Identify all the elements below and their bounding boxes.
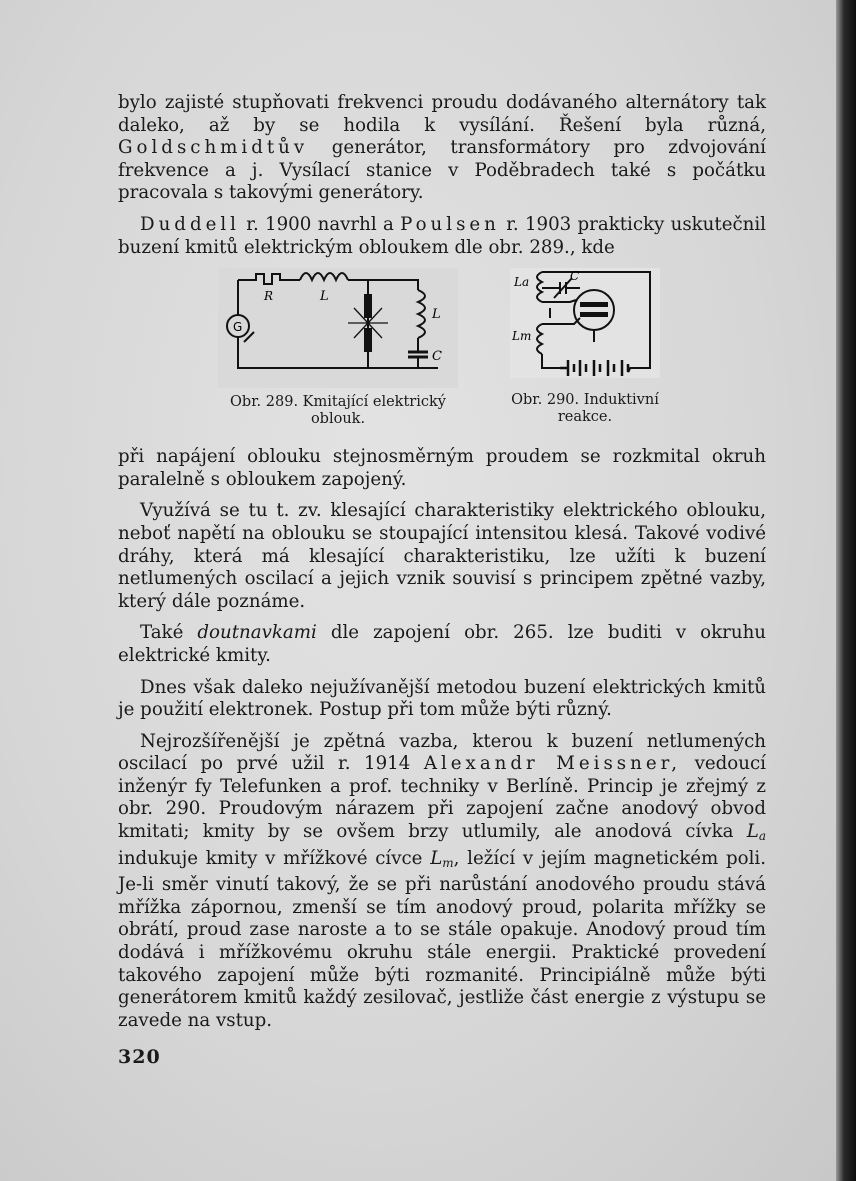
p7-d: , ležící v jejím magnetickém poli. Je-li směr vinutí takový, že se při narůstání anodového proudu stává mřížka zápornou, zmenší se tím anodový proud, polarita mřížky se obrátí, proud zase naroste a to se stále opakuje. Anodový proud tím dodává i mřížkovému okruhu stále energii. Praktické provedení takového zapojení může býti rozmanité. Principiálně může býti generátorem kmitů každý zesilovač, jestliže část energie z výstupu se zavede na vstup. [118, 847, 766, 1031]
page-number: 320 [118, 1046, 161, 1068]
label-la: La [514, 275, 530, 290]
label-c-290: C [570, 269, 580, 284]
p1-rest: generátor, transformátory pro zdvojování frekvence a j. Vysílací stanice v Poděbradech také s počátku pracovala s takovými generátory. [118, 137, 766, 204]
p2-mid: r. 1900 navrhl a [246, 213, 394, 235]
arc-oscillator-diagram [218, 268, 458, 388]
label-r: R [264, 289, 274, 304]
paragraph-3: při napájení oblouku stejnosměrným proudem se rozkmital okruh paralelně s obloukem zapojený. [118, 446, 766, 490]
figure-290 [510, 268, 660, 426]
paragraph-1 [118, 92, 766, 205]
name-duddell: Duddell [140, 213, 240, 235]
paragraph-6: Dnes však daleko nejužívanější metodou buzení elektrických kmitů je použití elektronek. Postup při tom může býti různý. [118, 676, 766, 721]
p7-b: vedoucí inženýr fy Telefunken a prof. techniky v Berlíně. Princip je zřejmý z obr. 290. Proudovým nárazem při zapojení začne anodový obvod kmitati; kmity by se ovšem brzy utlumily, ale anodová cívka [118, 753, 766, 843]
p7-a: Nejrozšířenější je zpětná vazba, kterou k buzení netlumených oscilací po prvé užil r. 1914 [118, 730, 766, 775]
label-g: G [233, 320, 243, 335]
paragraph-2 [118, 214, 766, 259]
caption-289: Obr. 289. Kmitající elektrický oblouk. [230, 394, 446, 428]
name-poulsen: Poulsen [400, 213, 500, 235]
figure-289 [218, 268, 458, 428]
p7-c: indukuje kmity v mřížkové cívce [118, 847, 423, 869]
p5-b: dle zapojení obr. 265. lze buditi v okruhu elektrické kmity. [118, 622, 766, 666]
paragraph-4: Využívá se tu t. zv. klesající charakteristiky elektrického oblouku, neboť napětí na oblouku se stoupající intensitou klesá. Takové vodivé dráhy, která má klesající charakteristiku, lze užíti k buzení netlumených oscilací a jejich vznik souvisí s principem zpětné vazby, který dále poznáme. [118, 500, 766, 612]
label-lm: Lm [512, 329, 532, 344]
inductive-feedback-diagram [510, 268, 660, 378]
label-l2: L [432, 307, 441, 323]
name-meissner: Alexandr Meissner, [423, 753, 682, 775]
paragraph-5 [118, 622, 766, 667]
p5-a: Také [140, 622, 184, 644]
label-l1: L [320, 289, 329, 305]
p1-text: bylo zajisté stupňovati frekvenci proudu dodávaného alternátory tak daleko, až by se hodila k vysílání. Řešení byla různá, [118, 92, 766, 136]
symbol-la: L [746, 821, 759, 843]
paragraph-7 [118, 731, 766, 1033]
symbol-lm: L [430, 847, 443, 869]
label-c: C [432, 349, 442, 365]
figures-row [118, 268, 766, 438]
caption-290: Obr. 290. Induktivní reakce. [511, 392, 659, 426]
body-text [118, 92, 766, 1041]
symbol-lm-sub: m [442, 855, 454, 870]
book-spine-shadow [836, 0, 856, 1181]
word-doutnavkami: doutnavkami [197, 622, 317, 644]
symbol-la-sub: a [758, 829, 766, 844]
p2-rest: r. 1903 prakticky uskutečnil buzení kmitů elektrickým obloukem dle obr. 289., kde [118, 213, 766, 258]
name-goldschmidt: Goldschmidtův [118, 137, 309, 159]
